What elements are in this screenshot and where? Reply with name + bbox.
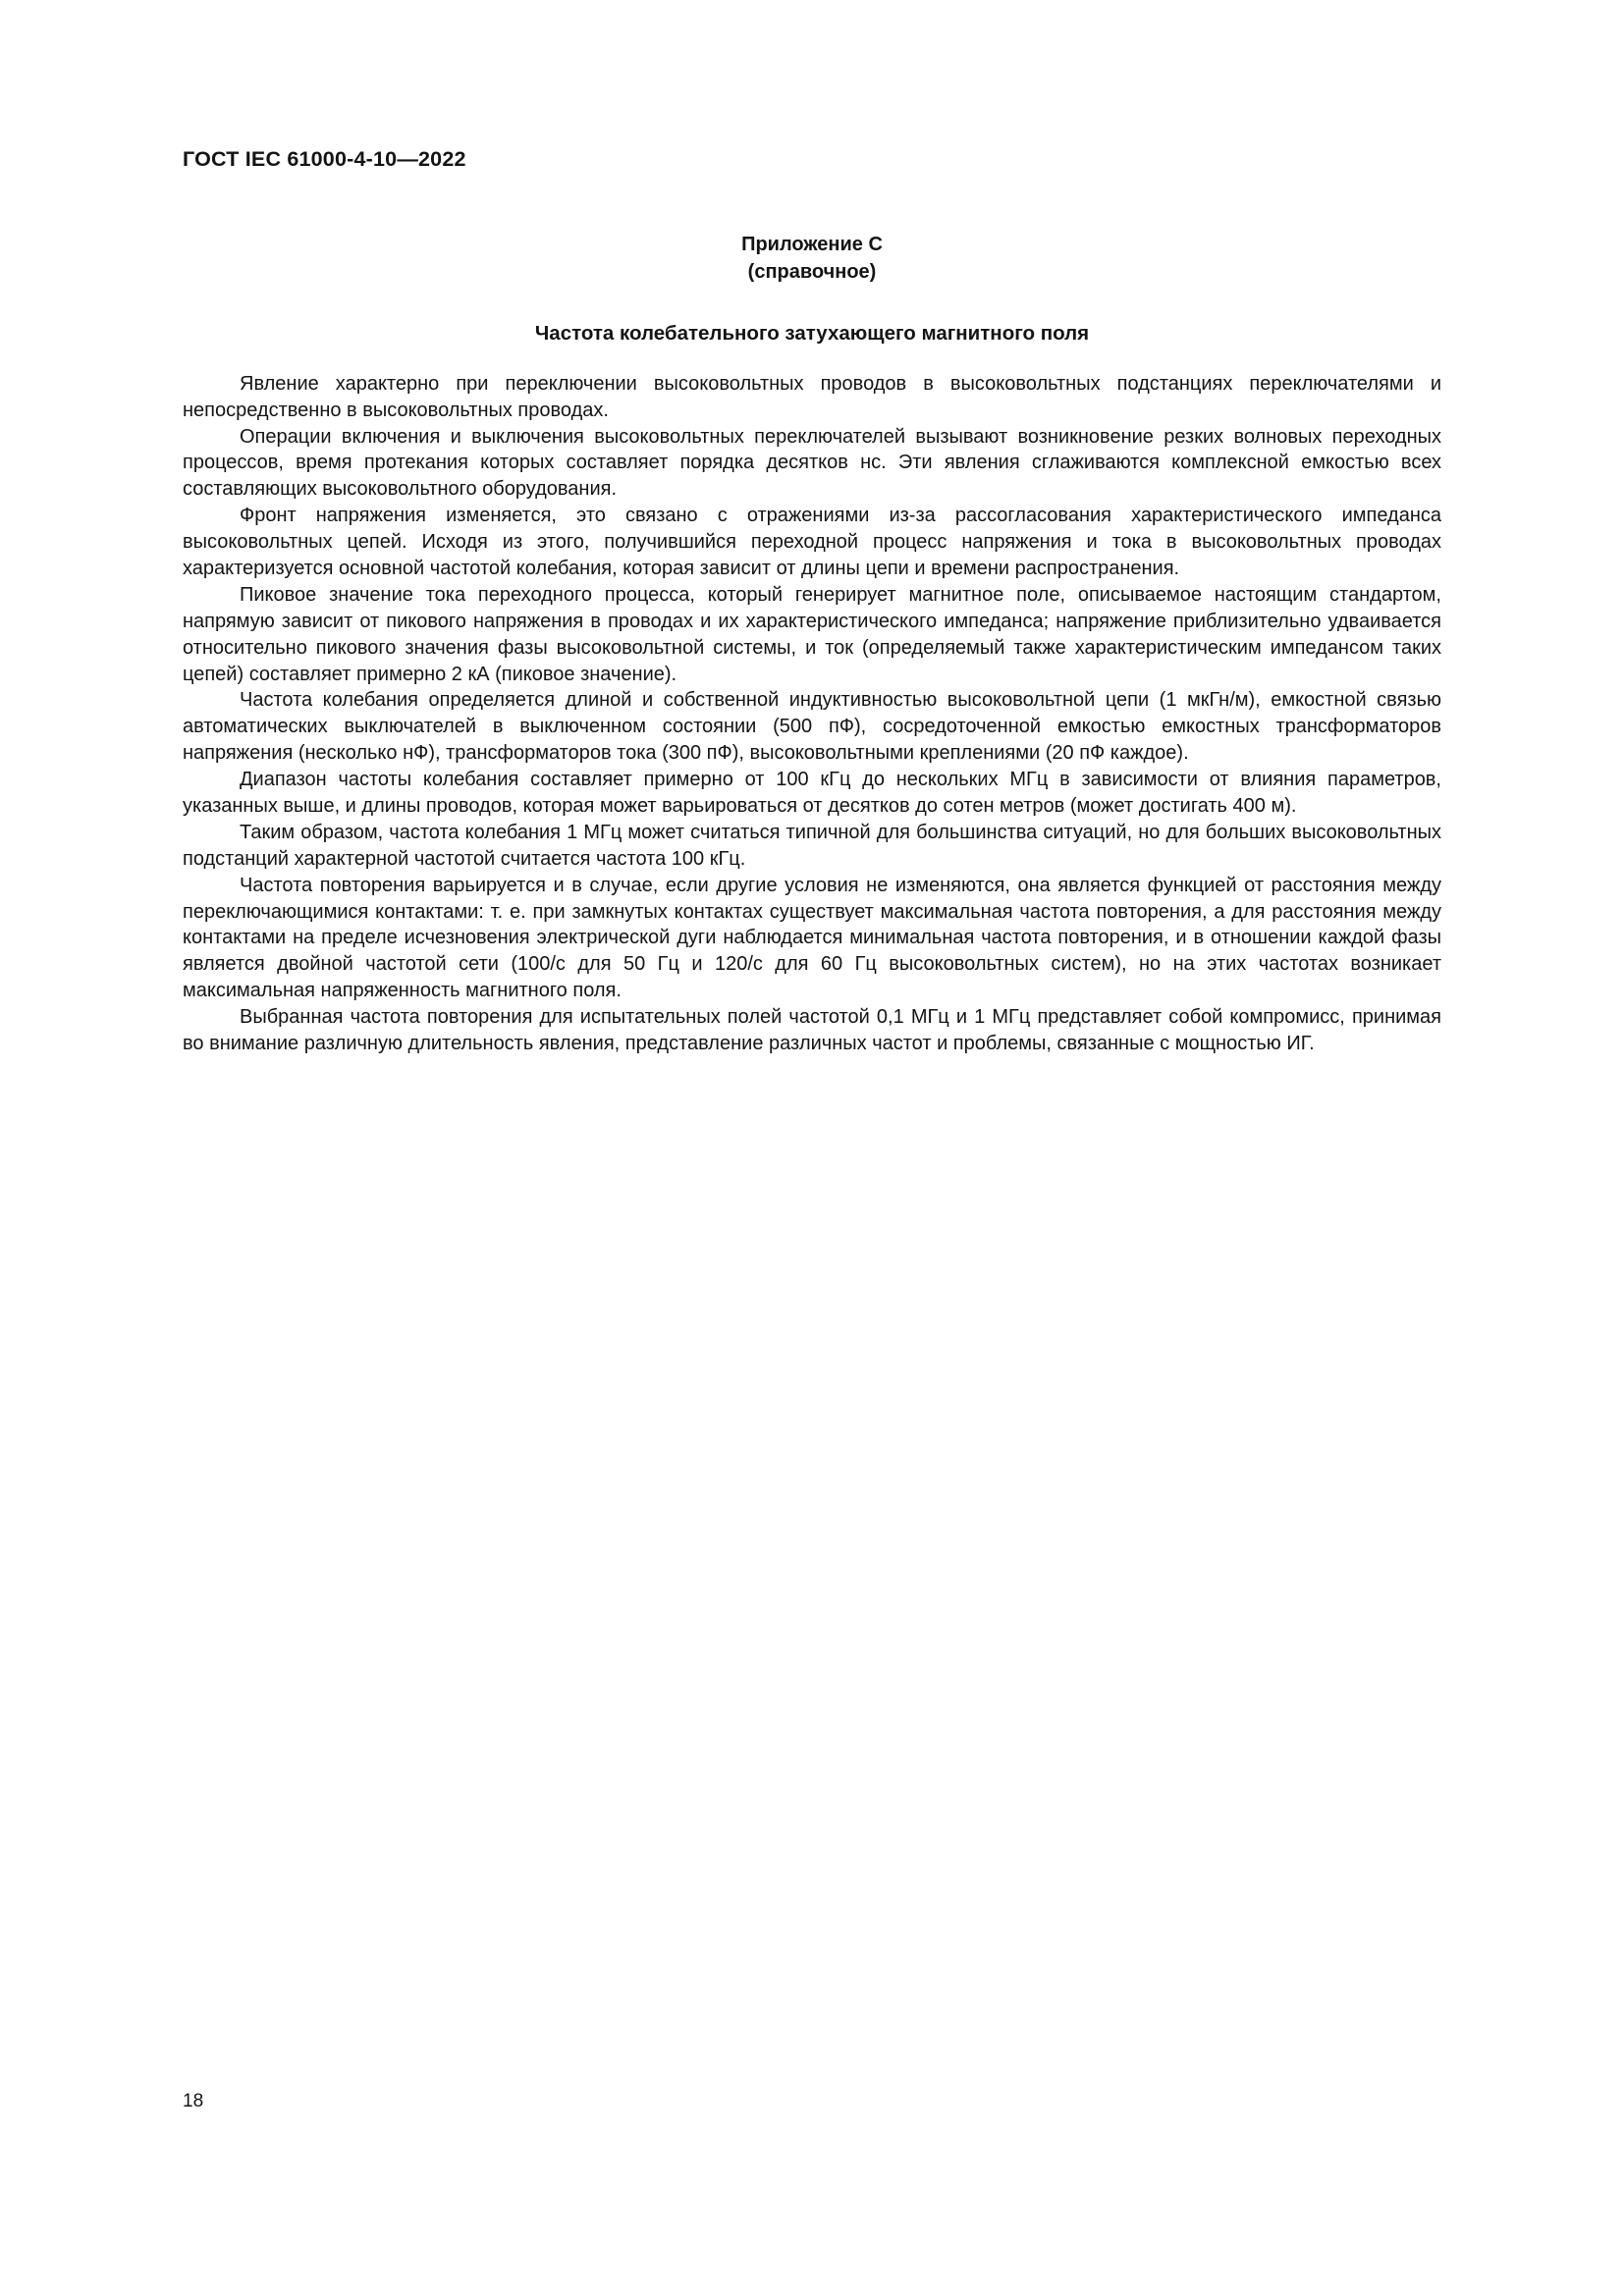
paragraph: Частота колебания определяется длиной и собственной индуктивностью высоковольтной цепи (1 мкГн/м), емкостной связью автоматических выключателей в выключенном состоянии (500 пФ), сосредоточенной емкостью емкостных трансформаторов напряжения (несколько нФ), трансформаторов тока (300 пФ), высоковольтными креплениями (20 пФ каждое).: [183, 689, 1441, 765]
paragraph: Выбранная частота повторения для испытательных полей частотой 0,1 МГц и 1 МГц представляет собой компромисс, принимая во внимание различную длительность явления, представление различных частот и проблемы, связанные с мощностью ИГ.: [183, 1006, 1441, 1055]
paragraph: Таким образом, частота колебания 1 МГц может считаться типичной для большинства ситуаций, но для больших высоковольтных подстанций характерной частотой считается частота 100 кГц.: [183, 821, 1441, 870]
page-content: [183, 147, 1441, 1057]
annex-heading: [183, 231, 1441, 287]
section-title: Частота колебательного затухающего магнитного поля: [534, 321, 1090, 345]
paragraph: Частота повторения варьируется и в случае, если другие условия не изменяются, она является функцией от расстояния между переключающимися контактами: т. е. при замкнутых контактах существует максимальная частота повторения, а для расстояния между контактами на пределе исчезновения электрической дуги наблюдается минимальная частота повторения, и в отношении каждой фазы является двойной частотой сети (100/с для 50 Гц и 120/с для 60 Гц высоковольтных систем), но на этих частотах возникает максимальная напряженность магнитного поля.: [183, 874, 1441, 1002]
document-standard-header: ГОСТ IEC 61000-4-10—2022: [183, 147, 466, 171]
page-number: 18: [183, 2091, 204, 2111]
paragraph: Диапазон частоты колебания составляет примерно от 100 кГц до нескольких МГц в зависимости от влияния параметров, указанных выше, и длины проводов, которая может варьироваться от десятков до сотен метров (может достигать 400 м).: [183, 769, 1441, 818]
annex-kind: (справочное): [747, 261, 877, 284]
paragraph: Пиковое значение тока переходного процесса, который генерирует магнитное поле, описываемое настоящим стандартом, напрямую зависит от пикового напряжения в проводах и их характеристического импеданса; напряжение приблизительно удваивается относительно пикового значения фазы высоковольтной системы, и ток (определяемый также характеристическим импедансом таких цепей) составляет примерно 2 кА (пиковое значение).: [183, 583, 1441, 685]
annex-label: Приложение С: [741, 234, 883, 255]
paragraph: Явление характерно при переключении высоковольтных проводов в высоковольтных подстанциях переключателями и непосредственно в высоковольтных проводах.: [183, 372, 1441, 421]
paragraph: Операции включения и выключения высоковольтных переключателей вызывают возникновение резких волновых переходных процессов, время протекания которых составляет порядка десятков нс. Эти явления сглаживаются комплексной емкостью всех составляющих высоковольтного оборудования.: [183, 425, 1441, 501]
paragraph: Фронт напряжения изменяется, это связано с отражениями из-за рассогласования характеристического импеданса высоковольтных цепей. Исходя из этого, получившийся переходной процесс напряжения и тока в высоковольтных проводах характеризуется основной частотой колебания, которая зависит от длины цепи и времени распространения.: [183, 505, 1441, 580]
